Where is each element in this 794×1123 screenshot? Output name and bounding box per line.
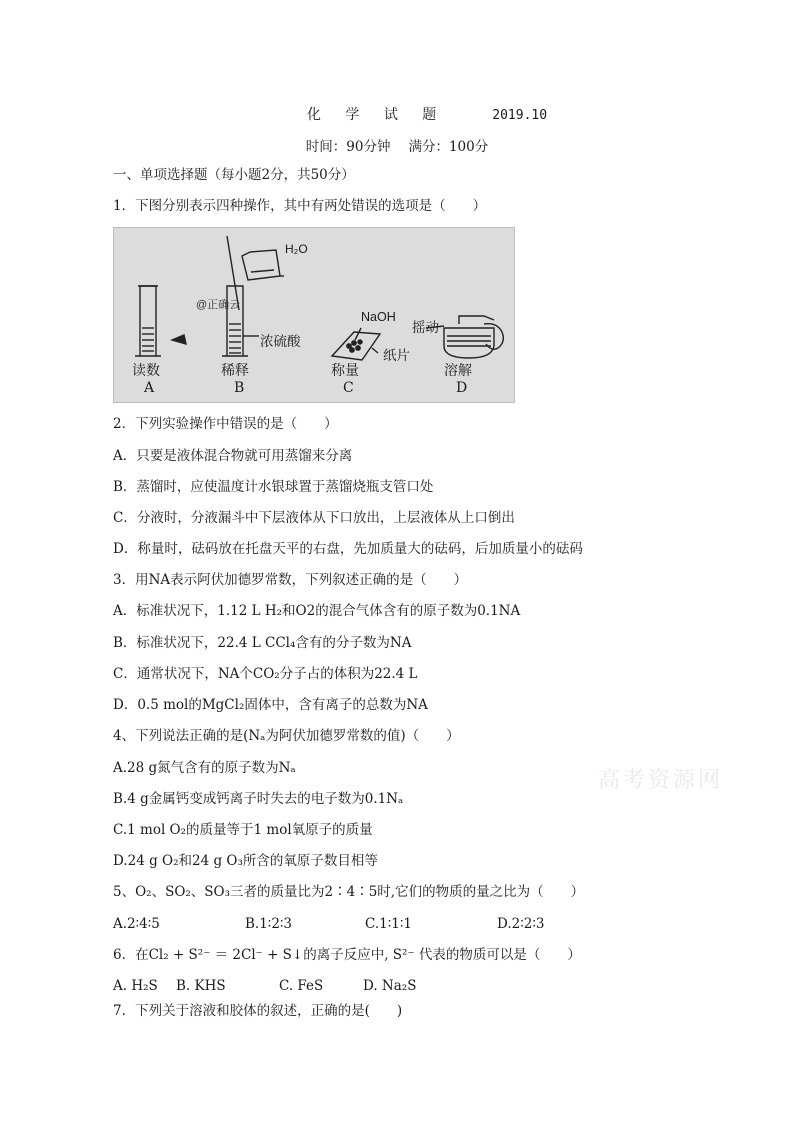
question-5-options	[113, 915, 544, 933]
label-b-letter: B	[234, 380, 245, 396]
exam-time: 时间：90分钟	[305, 139, 391, 155]
cylinder-a	[135, 286, 161, 356]
question-5-option-d: D.2∶2∶3	[497, 916, 545, 932]
question-3-option-c: C．通常状况下，NA个CO₂分子占的体积为22.4 L	[113, 666, 418, 682]
question-4-option-c: C.1 mol O₂的质量等于1 mol氧原子的质量	[113, 822, 373, 838]
question-5-option-b: B.1∶2∶3	[245, 916, 293, 932]
question-6-options	[113, 977, 416, 995]
lab-operations-figure	[113, 227, 515, 403]
question-2-option-d: D．称量时，砝码放在托盘天平的右盘，先加质量大的砝码，后加质量小的砝码	[113, 541, 583, 557]
question-2-option-b: B．蒸馏时，应使温度计水银球置于蒸馏烧瓶支管口处	[113, 479, 434, 495]
label-b-name: 稀释	[221, 363, 249, 379]
label-d-letter: D	[456, 380, 468, 396]
question-6-option-c: C. FeS	[279, 978, 324, 994]
question-1: 1．下图分别表示四种操作，其中有两处错误的选项是（ ）	[113, 198, 487, 214]
beaker-b	[242, 250, 284, 280]
question-2-option-a: A．只要是液体混合物就可用蒸馏来分离	[113, 448, 353, 464]
question-5-option-c: C.1∶1∶1	[365, 916, 412, 932]
page-title	[0, 104, 794, 124]
h2o-label: H₂O	[285, 242, 308, 256]
question-4-option-d: D.24 g O₂和24 g O₃所含的氧原子数目相等	[113, 853, 378, 869]
page-watermark: 高考资源网	[598, 768, 724, 793]
naoh-label: NaOH	[361, 310, 396, 324]
weighing-paper	[332, 328, 380, 360]
question-6-option-b: B. KHS	[176, 978, 226, 994]
question-3-option-a: A．标准状况下，1.12 L H₂和O2的混合气体含有的原子数为0.1NA	[113, 603, 521, 619]
paper-label: 纸片	[383, 348, 410, 364]
question-6-option-a: A. H₂S	[113, 978, 158, 994]
label-d-name: 溶解	[444, 363, 472, 379]
acid-label: 浓硫酸	[260, 334, 301, 350]
question-4-option-a: A.28 g氮气含有的原子数为Nₐ	[113, 760, 296, 776]
section-heading: 一、单项选择题（每小题2分，共50分）	[113, 167, 355, 183]
question-6-option-d: D. Na₂S	[363, 978, 417, 994]
label-c-letter: C	[343, 380, 354, 396]
label-c-name: 称量	[331, 363, 359, 379]
question-6-stem: 6．在Cl₂ + S²⁻ ＝ 2Cl⁻ + S↓的离子反应中, S²⁻ 代表的物质可以是（ ）	[113, 947, 581, 963]
figure-watermark: @正确云	[196, 299, 241, 311]
exam-info	[0, 135, 794, 155]
question-2-option-c: C．分液时，分液漏斗中下层液体从下口放出，上层液体从上口倒出	[113, 510, 515, 526]
question-4-stem: 4、下列说法正确的是(Nₐ为阿伏加德罗常数的值)（ ）	[113, 728, 460, 744]
exam-score: 满分：100分	[408, 139, 489, 155]
question-3-option-d: D．0.5 mol的MgCl₂固体中，含有离子的总数为NA	[113, 697, 428, 713]
question-7-stem: 7．下列关于溶液和胶体的叙述，正确的是( )	[113, 1003, 403, 1019]
label-a-letter: A	[144, 380, 155, 396]
exam-date: 2019.10	[492, 108, 548, 123]
question-3-stem: 3．用NA表示阿伏加德罗常数，下列叙述正确的是（ ）	[113, 572, 468, 588]
question-5-option-a: A.2∶4∶5	[113, 916, 160, 932]
label-a-name: 读数	[132, 363, 160, 379]
question-4-option-b: B.4 g金属钙变成钙离子时失去的电子数为0.1Nₐ	[113, 791, 404, 807]
question-2-stem: 2．下列实验操作中错误的是（ ）	[113, 416, 338, 432]
shake-label: 摇动	[412, 320, 439, 336]
exam-title: 化 学 试 题	[306, 107, 447, 123]
question-5-stem: 5、O₂、SO₂、SO₃三者的质量比为2∶4∶5时,它们的物质的量之比为（ ）	[113, 884, 585, 900]
question-3-option-b: B．标准状况下，22.4 L CCl₄含有的分子数为NA	[113, 635, 412, 651]
eye-icon	[172, 335, 186, 344]
